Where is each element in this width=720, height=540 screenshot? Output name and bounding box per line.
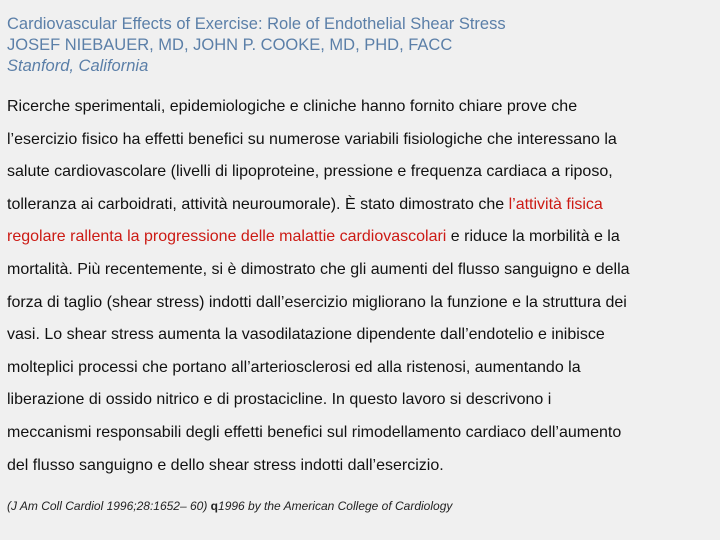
abstract-line: meccanismi responsabili degli effetti benefici sul rimodellamento cardiaco dell’aumento: [7, 423, 622, 441]
abstract-text-segment: tolleranza ai carboidrati, attività neuroumorale). È stato dimostrato che: [7, 195, 509, 213]
copyright-symbol: q: [210, 499, 219, 513]
abstract-line: vasi. Lo shear stress aumenta la vasodilatazione dipendente dall’endotelio e inibisce: [7, 326, 605, 344]
abstract-text: [7, 91, 713, 482]
highlighted-text: l’attività fisica: [508, 195, 603, 213]
citation: [7, 497, 707, 515]
abstract-text-segment: e riduce la morbilità e la: [446, 228, 620, 246]
abstract-line: del flusso sanguigno e dello shear stress indotti dall’esercizio.: [7, 456, 444, 474]
abstract-line: Ricerche sperimentali, epidemiologiche e cliniche hanno fornito chiare prove che: [7, 98, 578, 115]
abstract-line: [7, 221, 713, 254]
abstract-line: forza di taglio (shear stress) indotti dall’esercizio migliorano la funzione e la struttura dei: [7, 293, 627, 311]
highlighted-text: regolare rallenta la progressione delle malattie cardiovascolari: [7, 228, 447, 246]
abstract-line: molteplici processi che portano all’arteriosclerosi ed alla ristenosi, aumentando la: [7, 358, 581, 376]
article-authors: JOSEF NIEBAUER, MD, JOHN P. COOKE, MD, PHD, FACC: [7, 36, 453, 54]
abstract-line: mortalità. Più recentemente, si è dimostrato che gli aumenti del flusso sanguigno e della: [7, 260, 630, 278]
article-header: [7, 14, 707, 77]
article-title: Cardiovascular Effects of Exercise: Role of Endothelial Shear Stress: [7, 15, 506, 33]
abstract-line: [7, 189, 713, 222]
abstract-line: salute cardiovascolare (livelli di lipoproteine, pressione e frequenza cardiaca a riposo,: [7, 163, 613, 181]
citation-reference: (J Am Coll Cardiol 1996;28:1652– 60): [7, 499, 211, 513]
abstract-line: liberazione di ossido nitrico e di prostacicline. In questo lavoro si descrivono i: [7, 391, 552, 409]
citation-copyright: 1996 by the American College of Cardiology: [218, 499, 453, 513]
article-location: Stanford, California: [7, 57, 149, 75]
abstract-line: l’esercizio fisico ha effetti benefici su numerose variabili fisiologiche che interessano la: [7, 130, 617, 148]
